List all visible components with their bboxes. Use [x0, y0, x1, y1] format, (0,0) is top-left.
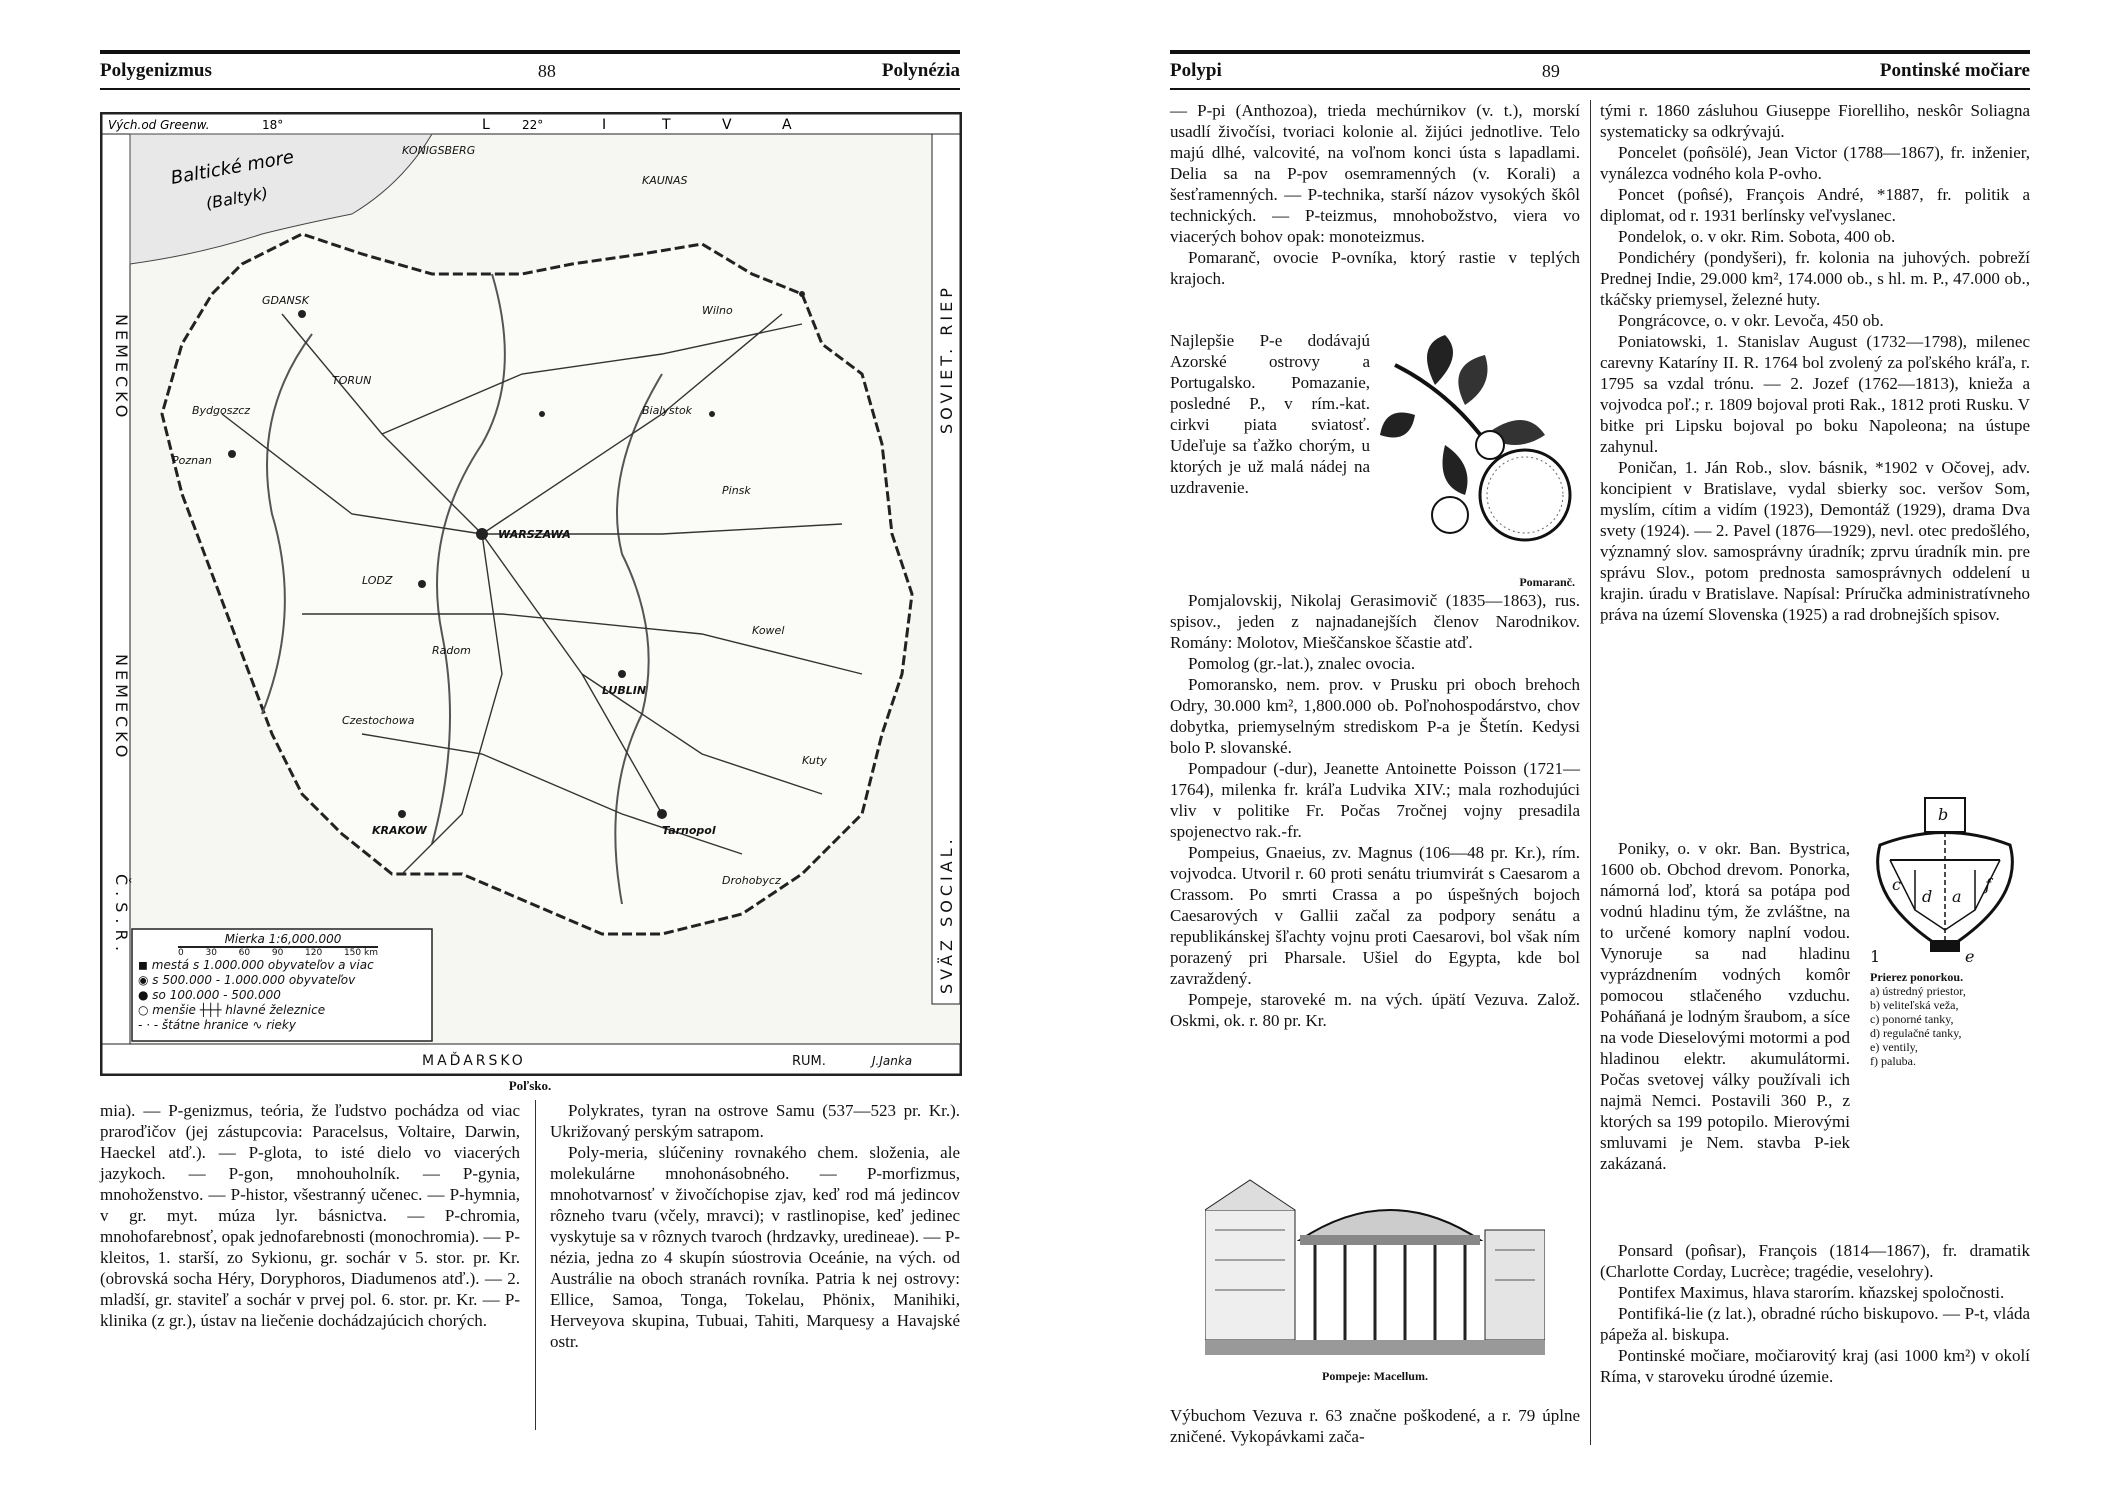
entry-paragraph: Pomoransko, nem. prov. v Prusku pri oboch brehoch Odry, 30.000 km², 1,800.000 ob. Poľnohospodárstvo, chov dobytka, priemyselným strediskom P-a je Štetín. Kedysi bolo P. slovanské.	[1170, 675, 1580, 757]
header-right-word: Pontinské močiare	[1879, 60, 2030, 81]
map-city-label: KRAKOW	[372, 824, 427, 837]
map-corner-label: Vých.od Greenw.	[108, 118, 210, 132]
entry-paragraph: Polykrates, tyran na ostrove Samu (537—523 pr. Kr.). Ukrižovaný perským satrapom.	[550, 1101, 960, 1141]
right-column-1-bottom	[1170, 590, 1580, 1031]
map-city-label: LODZ	[362, 574, 393, 587]
diagram-letter: b	[1938, 805, 1949, 824]
map-city-label: Bialystok	[642, 404, 693, 417]
map-city-label: Tarnopol	[662, 824, 716, 837]
entry-paragraph: Pongrácovce, o. v okr. Levoča, 450 ob.	[1618, 311, 1884, 330]
entry-paragraph: Pompeius, Gnaeius, zv. Magnus (106—48 pr. Kr.), rím. vojvodca. Utvoril r. 60 proti senátu triumvirát s Caesarom a Crassom. Po smrti Crassa a po úspešných bojoch Caesarových v Gallii začal za podpory senátu a republikánskej šľachty vojnu proti Caesarovi, bol však ním porazený pri Pharsale. Ušiel do Egypta, kde bol zavraždený.	[1170, 843, 1580, 988]
orange-figure	[1375, 325, 1585, 590]
submarine-caption	[1860, 970, 2030, 1068]
map-top-label: A	[782, 117, 792, 133]
submarine-caption-item: f) paluba.	[1870, 1054, 1916, 1068]
orange-caption: Pomaranč.	[1519, 575, 1575, 589]
entry-paragraph: mia). — P-genizmus, teória, že ľudstvo pochádza od viac praroďičov (jej zástupcovia: Paracelsus, Voltaire, Darwin, Haeckel atď.). — P-glota, to isté dielo vo viacerých jazykoch. — P-gon, mnohouholník. — P-gynia, mnohoženstvo. — P-histor, všestranný učenec. — P-hymnia, v gr. myt. múza lyr. básnictva. — P-chromia, mnohofarebnosť, opak jednofarebnosti (monochromia). — P-kleitos, 1. starší, zo Sykionu, gr. sochár v 5. stor. pr. Kr. (obrovská socha Héry, Doryphoros, Diadumenos atď.). — 2. mladší, gr. staviteľ a sochár v prvej pol. 6. stor. pr. Kr. — P-klinika (z gr.), ústav na liečenie dochádzajúcich chorých.	[100, 1101, 520, 1330]
map-top-label: L	[482, 117, 490, 133]
map-caption: Poľsko.	[508, 1078, 552, 1093]
scale-tick: 150 km	[343, 948, 378, 958]
legend-item: ◉ s 500.000 - 1.000.000 obyvateľov	[138, 973, 356, 987]
scale-tick: 60	[238, 948, 251, 958]
entry-paragraph: Pomaranč, ovocie P-ovníka, ktorý rastie v teplých krajoch.	[1170, 248, 1580, 288]
legend-item: ○ menšie ┼┼┼ hlavné železnice	[138, 1003, 326, 1017]
map-city-label: Radom	[432, 644, 471, 657]
map-city-label: Poznan	[172, 454, 212, 467]
map-top-label: T	[662, 117, 671, 133]
diagram-letter: c	[1892, 875, 1901, 894]
map-city-label: Kowel	[752, 624, 785, 637]
legend-scale-title: Mierka 1:6,000.000	[224, 932, 342, 946]
map-top-label: 18°	[262, 118, 284, 132]
diagram-letter: 1	[1870, 947, 1881, 965]
scale-tick: 120	[305, 948, 323, 958]
big-city-symbol-icon: ◼	[138, 958, 152, 972]
diagram-letter: f	[1985, 875, 1991, 894]
map-side-label: Č.S.R.	[112, 874, 131, 958]
header-right-word: Polynézia	[881, 60, 960, 81]
map-city-label: KAUNAS	[642, 174, 688, 187]
map-top-label: I	[602, 117, 607, 133]
entry-paragraph: Poniky, o. v okr. Ban. Bystrica, 1600 ob. Obchod drevom. Ponorka, námorná loď, ktorá sa potápa pod vodnú hladinu tým, že zvláštne, na to určené komory naplní vodou. Vynoruje sa nad hladinu vyprázdnením vodných komôr pomocou stlačeného vzduchu. Poháňaná je lodným šraubom, a síce na vode Dieselovými motormi a pod hladinou elektr. akumulátormi. Počas svetovej války používali ich najmä Nemci. Postavili 360 P., z ktorých sa 199 potopilo. Mierovými smluvami je Nem. stavba P-iek zakázaná.	[1600, 839, 1850, 1173]
submarine-figure	[1860, 790, 2030, 1100]
map-city-label: Czestochowa	[342, 714, 415, 727]
page-number-left: 88	[537, 61, 556, 81]
diagram-letter: a	[1952, 887, 1962, 906]
right-column-2-wrap	[1600, 838, 1850, 1174]
map-city-label: Kuty	[802, 754, 827, 767]
legend-item: ◼ mestá s 1.000.000 obyvateľov a viac	[138, 958, 374, 972]
entry-paragraph: Poničan, 1. Ján Rob., slov. básnik, *1902 v Očovej, adv. koncipient v Bratislave, vydal sbierky soc. veršov Som, myslím, cítim a vidím (1923), Demontáž (1929), drama Dva svety (1924). — 2. Pavel (1876—1929), nevl. otec predošlého, významný slov. samosprávny úradník; zprvu úradník min. pre správu Slov., potom prednosta samosprávnych oddelení u krajin. úradu v Bratislave. Napísal: Príručka administratívneho práva na území Slovenska (1925) a rad drobnejších spisov.	[1600, 458, 2030, 624]
pompeje-macellum-illustration	[1205, 1150, 1545, 1360]
railway-symbol-icon: ┼┼┼	[199, 1003, 226, 1017]
running-header-right	[1170, 50, 2030, 90]
map-drawing	[102, 114, 960, 1074]
large-city-symbol-icon: ◉	[138, 973, 153, 987]
pompeje-caption: Pompeje: Macellum.	[1322, 1369, 1428, 1383]
scale-tick: 30	[205, 948, 217, 958]
legend-item: - · - štátne hranice ∿ rieky	[138, 1018, 296, 1032]
entry-paragraph: Pontifex Maximus, hlava starorím. kňazskej spoločnosti.	[1618, 1283, 2005, 1302]
map-city-label: GDANSK	[262, 294, 309, 307]
entry-paragraph: Výbuchom Vezuva r. 63 značne poškodené, a r. 79 úplne zničené. Vykopávkami zača-	[1170, 1406, 1580, 1446]
map-author: J.Janka	[872, 1054, 913, 1068]
map-sea-label-2: (Baltyk)	[204, 183, 270, 213]
legend-list	[138, 958, 428, 1033]
right-column-1-wrap	[1170, 330, 1370, 498]
legend-scale-bar	[178, 946, 378, 958]
submarine-caption-item: d) regulačné tanky,	[1870, 1026, 1962, 1040]
entry-paragraph: Poncet (pon̂sé), François André, *1887, fr. politik a diplomat, od r. 1931 berlínsky veľvyslanec.	[1600, 185, 2030, 225]
entry-paragraph: Najlepšie P-e dodávajú Azorské ostrovy a Portugalsko. Pomazanie, posledné P., v rím.-kat. cirkvi piata sviatosť. Udeľuje sa ťažko chorým, u ktorých je už malá nádej na uzdravenie.	[1170, 331, 1370, 497]
page-number-right: 89	[1541, 61, 1560, 81]
entry-paragraph: Pondichéry (pondyšeri), fr. kolonia na juhových. pobreží Prednej Indie, 29.000 km², 174.000 ob., s hl. m. P., 47.000 ob., tkáčsky priemysel, železné huty.	[1600, 248, 2030, 309]
right-column-1-top	[1170, 100, 1580, 289]
border-symbol-icon: - · -	[138, 1018, 162, 1032]
pompeje-figure	[1205, 1150, 1545, 1390]
map-top-label: 22°	[522, 118, 544, 132]
scale-tick: 90	[271, 948, 284, 958]
entry-paragraph: Pondelok, o. v okr. Rim. Sobota, 400 ob.	[1618, 227, 1896, 246]
right-page	[1055, 0, 2110, 1500]
map-side-label: RUM.	[792, 1054, 826, 1069]
map-city-label: KONIGSBERG	[402, 144, 476, 157]
submarine-caption-item: a) ústredný priestor,	[1870, 984, 1966, 998]
river-symbol-icon: ∿	[252, 1018, 267, 1032]
scale-tick: 0	[178, 948, 184, 958]
entry-paragraph: tými r. 1860 zásluhou Giuseppe Fiorelliho, neskôr Soliagna systematicky sa odkrývajú.	[1600, 101, 2030, 141]
map-city-label: LUBLIN	[602, 684, 647, 697]
entry-paragraph: Poly-meria, slúčeniny rovnakého chem. složenia, ale molekulárne mnohonásobného. — P-morfizmus, mnohotvarnosť v živočíchopise zjav, keď rod má jedincov rôzneho tvaru (včely, mravci); v rastlinopise, keď jedinec vyskytuje sa v rôznych tvaroch (hrdzavky, uredineae). — P-nézia, jedna zo 4 skupín súostrovia Oceánie, na vých. od Austrálie na oboch stranách rovníka. Patria k nej ostrovy: Ellice, Samoa, Tonga, Tokelau, Phönix, Manihiki, Herveyova skupina, Tubuai, Tahiti, Marquesy a Havajské ostr.	[550, 1143, 960, 1351]
map-side-label: NEMECKO	[112, 654, 131, 762]
map-city-label: Bydgoszcz	[192, 404, 251, 417]
right-column-2-bottom	[1600, 1240, 2030, 1387]
orange-branch-illustration	[1375, 325, 1585, 565]
map-sea-label: Baltické more	[169, 146, 296, 189]
entry-paragraph: Pomolog (gr.-lat.), znalec ovocia.	[1188, 654, 1416, 673]
entry-paragraph: Pontifiká-lie (z lat.), obradné rúcho biskupovo. — P-t, vláda pápeža al. biskupa.	[1600, 1304, 2030, 1344]
entry-paragraph: Poncelet (pon̂sölé), Jean Victor (1788—1867), fr. inženier, vynálezca vodného kola P-ovho.	[1600, 143, 2030, 183]
submarine-caption-item: b) veliteľská veža,	[1870, 998, 1959, 1012]
header-left-word: Polygenizmus	[100, 60, 212, 81]
map-top-label: V	[722, 117, 732, 133]
map-city-label: TORUN	[332, 374, 372, 387]
entry-paragraph: — P-pi (Anthozoa), trieda mechúrnikov (v. t.), morskí usadlí živočísi, tvoriaci kolonie al. žijúci jednotlive. Telo majú dlhé, valcovité, na voľnom konci ústa s lapadlami. Delia sa na P-pov osemramenných (v. Korali) a šesťramenných. — P-technika, starší názov vysokých škôl technických. — P-teizmus, mnohobožstvo, viera vo viacerých bohov opak: monoteizmus.	[1170, 101, 1580, 246]
map-city-label: Pinsk	[722, 484, 751, 497]
entry-paragraph: Poniatowski, 1. Stanislav August (1732—1798), milenec carevny Kataríny II. R. 1764 bol zvolený za poľského kráľa, r. 1795 sa vzdal trónu. — 2. Jozef (1762—1813), knieža a vojvodca poľ.; r. 1809 bojoval proti Rak., 1812 proti Rusku. V bitke pri Lipsku bojoval po boku Napoleona; na ústupe zahynul.	[1600, 332, 2030, 456]
column-divider	[535, 1100, 536, 1430]
map-legend	[138, 932, 428, 1033]
map-city-label: Wilno	[702, 304, 733, 317]
entry-paragraph: Ponsard (pon̂sar), François (1814—1867), fr. dramatik (Charlotte Corday, Lucrèce; tragédie, veselohry).	[1600, 1241, 2030, 1281]
map-side-label: MAĎARSKO	[422, 1053, 526, 1069]
diagram-letter: e	[1965, 947, 1975, 965]
map-city-label: Drohobycz	[722, 874, 781, 887]
submarine-cross-section-diagram	[1860, 790, 2030, 965]
submarine-caption-item: c) ponorné tanky,	[1870, 1012, 1954, 1026]
left-column-1	[100, 1100, 520, 1331]
city-symbol-icon: ●	[138, 988, 153, 1002]
diagram-letter: d	[1922, 887, 1933, 906]
small-city-symbol-icon: ○	[138, 1003, 153, 1017]
submarine-caption-item: e) ventily,	[1870, 1040, 1918, 1054]
poland-map	[100, 112, 962, 1076]
legend-item: ● so 100.000 - 500.000	[138, 988, 281, 1002]
right-column-2-top	[1600, 100, 2030, 625]
entry-paragraph: Pomjalovskij, Nikolaj Gerasimovič (1835—1863), rus. spisov., jeden z najnadanejších členov Narodnikov. Romány: Molotov, Mieščanskoe ščastie atď.	[1170, 591, 1580, 652]
header-left-word: Polypi	[1170, 60, 1222, 81]
entry-paragraph: Pompadour (-dur), Jeanette Antoinette Poisson (1721—1764), milenka fr. kráľa Ludvika XIV.; mala rozhodujúci vliv v politike Fr. Počas 7ročnej vojny presadila spojenectvo rak.-fr.	[1170, 759, 1580, 841]
map-city-label: WARSZAWA	[498, 528, 571, 541]
column-divider	[1590, 100, 1591, 1445]
running-header-left	[100, 50, 960, 90]
entry-paragraph: Pontinské močiare, močiarovitý kraj (asi 1000 km²) v okolí Ríma, v staroveku úrodné územie.	[1600, 1346, 2030, 1386]
right-column-1-end	[1170, 1405, 1580, 1447]
map-side-label: NEMECKO	[112, 314, 131, 422]
left-column-2	[550, 1100, 960, 1352]
map-side-label: SOVIET. RIEP	[937, 284, 956, 434]
submarine-caption-title: Prierez ponorkou.	[1870, 970, 1964, 984]
map-side-label: SVÄZ SOCIAL.	[937, 835, 956, 994]
entry-paragraph: Pompeje, staroveké m. na vých. úpätí Vezuva. Založ. Oskmi, ok. r. 80 pr. Kr.	[1170, 990, 1580, 1030]
